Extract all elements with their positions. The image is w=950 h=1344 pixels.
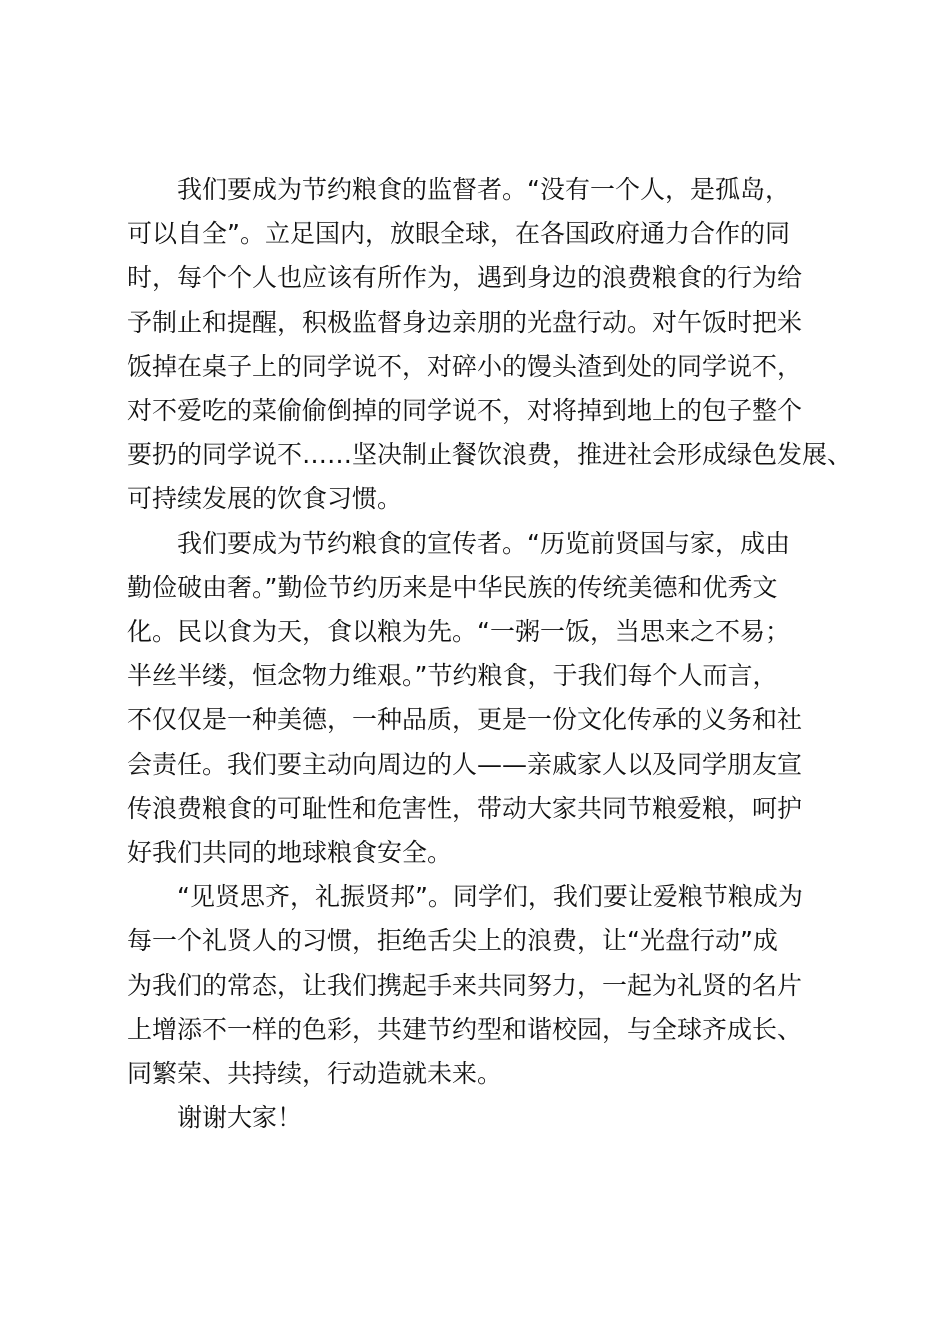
text-line: “见贤思齐，礼振贤邦”。同学们，我们要让爱粮节粮成为 <box>177 882 803 912</box>
paragraph-supervisor <box>127 168 853 522</box>
text-line: 我们要成为节约粮食的宣传者。“历览前贤国与家，成由 <box>177 528 790 558</box>
text-line: 同繁荣、共持续，行动造就未来。 <box>127 1059 503 1089</box>
text-line: 予制止和提醒，积极监督身边亲朋的光盘行动。对午饭时把米 <box>127 307 803 337</box>
text-line: 要扔的同学说不……坚决制止餐饮浪费，推进社会形成绿色发展、 <box>127 440 853 470</box>
text-line: 我们要成为节约粮食的监督者。“没有一个人，是孤岛， <box>177 175 790 204</box>
text-line: 可持续发展的饮食习惯。 <box>127 484 403 514</box>
text-line: 好我们共同的地球粮食安全。 <box>127 838 453 868</box>
text-line: 半丝半缕，恒念物力维艰。”节约粮食，于我们每个人而言， <box>127 661 778 691</box>
text-line: 上增添不一样的色彩，共建节约型和谐校园，与全球齐成长、 <box>127 1014 803 1044</box>
text-line: 化。民以食为天，食以粮为先。“一粥一饭，当思来之不易； <box>127 617 790 647</box>
text-line: 为我们的常态，让我们携起手来共同努力，一起为礼贤的名片 <box>127 970 803 1000</box>
text-line: 谢谢大家！ <box>177 1103 303 1133</box>
paragraph-closing <box>127 1096 847 1140</box>
text-line: 勤俭破由奢。”勤俭节约历来是中华民族的传统美德和优秀文 <box>127 572 778 602</box>
text-line: 饭掉在桌子上的同学说不，对碎小的馒头渣到处的同学说不， <box>127 351 803 381</box>
text-line: 不仅仅是一种美德，一种品质，更是一份文化传承的义务和社 <box>127 705 803 735</box>
text-line: 传浪费粮食的可耻性和危害性，带动大家共同节粮爱粮，呵护 <box>127 793 803 823</box>
document-body <box>127 168 853 1140</box>
text-line: 每一个礼贤人的习惯，拒绝舌尖上的浪费，让“光盘行动”成 <box>127 926 778 956</box>
text-line: 对不爱吃的菜偷偷倒掉的同学说不，对将掉到地上的包子整个 <box>127 396 803 426</box>
text-line: 可以自全”。立足国内，放眼全球，在各国政府通力合作的同 <box>127 219 790 249</box>
paragraph-promoter <box>127 522 847 876</box>
text-line: 会责任。我们要主动向周边的人——亲戚家人以及同学朋友宣 <box>127 749 803 779</box>
text-line: 时，每个个人也应该有所作为，遇到身边的浪费粮食的行为给 <box>127 263 803 293</box>
paragraph-call-to-action <box>127 875 847 1096</box>
